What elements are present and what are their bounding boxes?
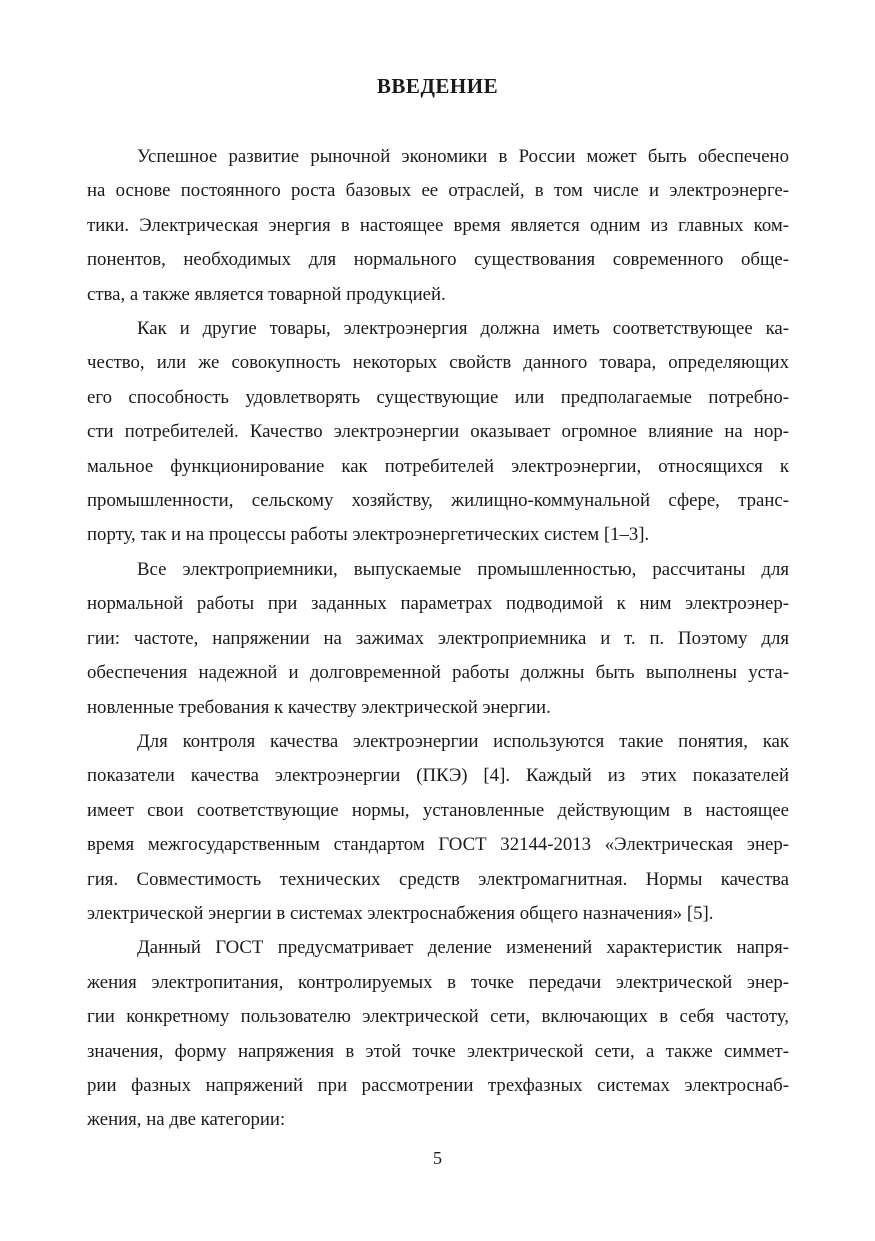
text-line: Все электроприемники, выпускаемые промышленностью, рассчитаны для <box>137 558 789 580</box>
text-line: нормальной работы при заданных параметрах подводимой к ним электроэнер- <box>87 593 789 615</box>
text-line: время межгосударственным стандартом ГОСТ 32144-2013 «Электрическая энер- <box>87 834 789 856</box>
text-line: порту, так и на процессы работы электроэнергетических систем [1–3]. <box>87 524 650 546</box>
text-line: Для контроля качества электроэнергии используются такие понятия, как <box>137 730 789 752</box>
body-text <box>87 140 789 1138</box>
text-line: рии фазных напряжений при рассмотрении трехфазных системах электроснаб- <box>87 1074 789 1096</box>
text-line: электрической энергии в системах электроснабжения общего назначения» [5]. <box>87 902 714 924</box>
paragraph-5 <box>87 931 789 1137</box>
text-line: Успешное развитие рыночной экономики в России может быть обеспечено <box>137 146 789 167</box>
section-title: ВВЕДЕНИЕ <box>376 74 499 98</box>
paragraph-3 <box>87 553 789 725</box>
paragraph-1 <box>87 140 789 312</box>
text-line: на основе постоянного роста базовых ее отраслей, в том числе и электроэнерге- <box>87 180 789 202</box>
text-line: показатели качества электроэнергии (ПКЭ) [4]. Каждый из этих показателей <box>87 765 789 787</box>
text-line: Как и другие товары, электроэнергия должна иметь соответствующее ка- <box>137 318 789 340</box>
text-line: жения электропитания, контролируемых в точке передачи электрической энер- <box>87 971 789 993</box>
text-line: чество, или же совокупность некоторых свойств данного товара, определяющих <box>87 352 789 374</box>
text-line: новленные требования к качеству электрической энергии. <box>87 696 551 718</box>
text-line: Данный ГОСТ предусматривает деление изменений характеристик напря- <box>137 937 789 959</box>
paragraph-4 <box>87 725 789 931</box>
text-line: сти потребителей. Качество электроэнергии оказывает огромное влияние на нор- <box>87 421 789 443</box>
paragraph-2 <box>87 312 789 553</box>
text-line: тики. Электрическая энергия в настоящее время является одним из главных ком- <box>87 214 789 236</box>
text-line: промышленности, сельскому хозяйству, жилищно-коммунальной сфере, транс- <box>87 490 789 512</box>
text-line: ства, а также является товарной продукцией. <box>87 283 446 305</box>
text-line: мальное функционирование как потребителей электроэнергии, относящихся к <box>87 455 789 477</box>
text-line: гия. Совместимость технических средств электромагнитная. Нормы качества <box>87 868 789 890</box>
text-line: гии конкретному пользователю электрической сети, включающих в себя частоту, <box>87 1006 789 1028</box>
page-number: 5 <box>433 1148 442 1168</box>
text-line: гии: частоте, напряжении на зажимах электроприемника и т. п. Поэтому для <box>87 627 789 649</box>
text-line: понентов, необходимых для нормального существования современного обще- <box>87 249 789 271</box>
text-line: имеет свои соответствующие нормы, установленные действующим в настоящее <box>87 799 789 821</box>
text-line: значения, форму напряжения в этой точке электрической сети, а также симмет- <box>87 1040 789 1062</box>
text-line: обеспечения надежной и долговременной работы должны быть выполнены уста- <box>87 662 789 684</box>
text-line: жения, на две категории: <box>87 1109 286 1131</box>
text-line: его способность удовлетворять существующие или предполагаемые потребно- <box>87 386 789 408</box>
